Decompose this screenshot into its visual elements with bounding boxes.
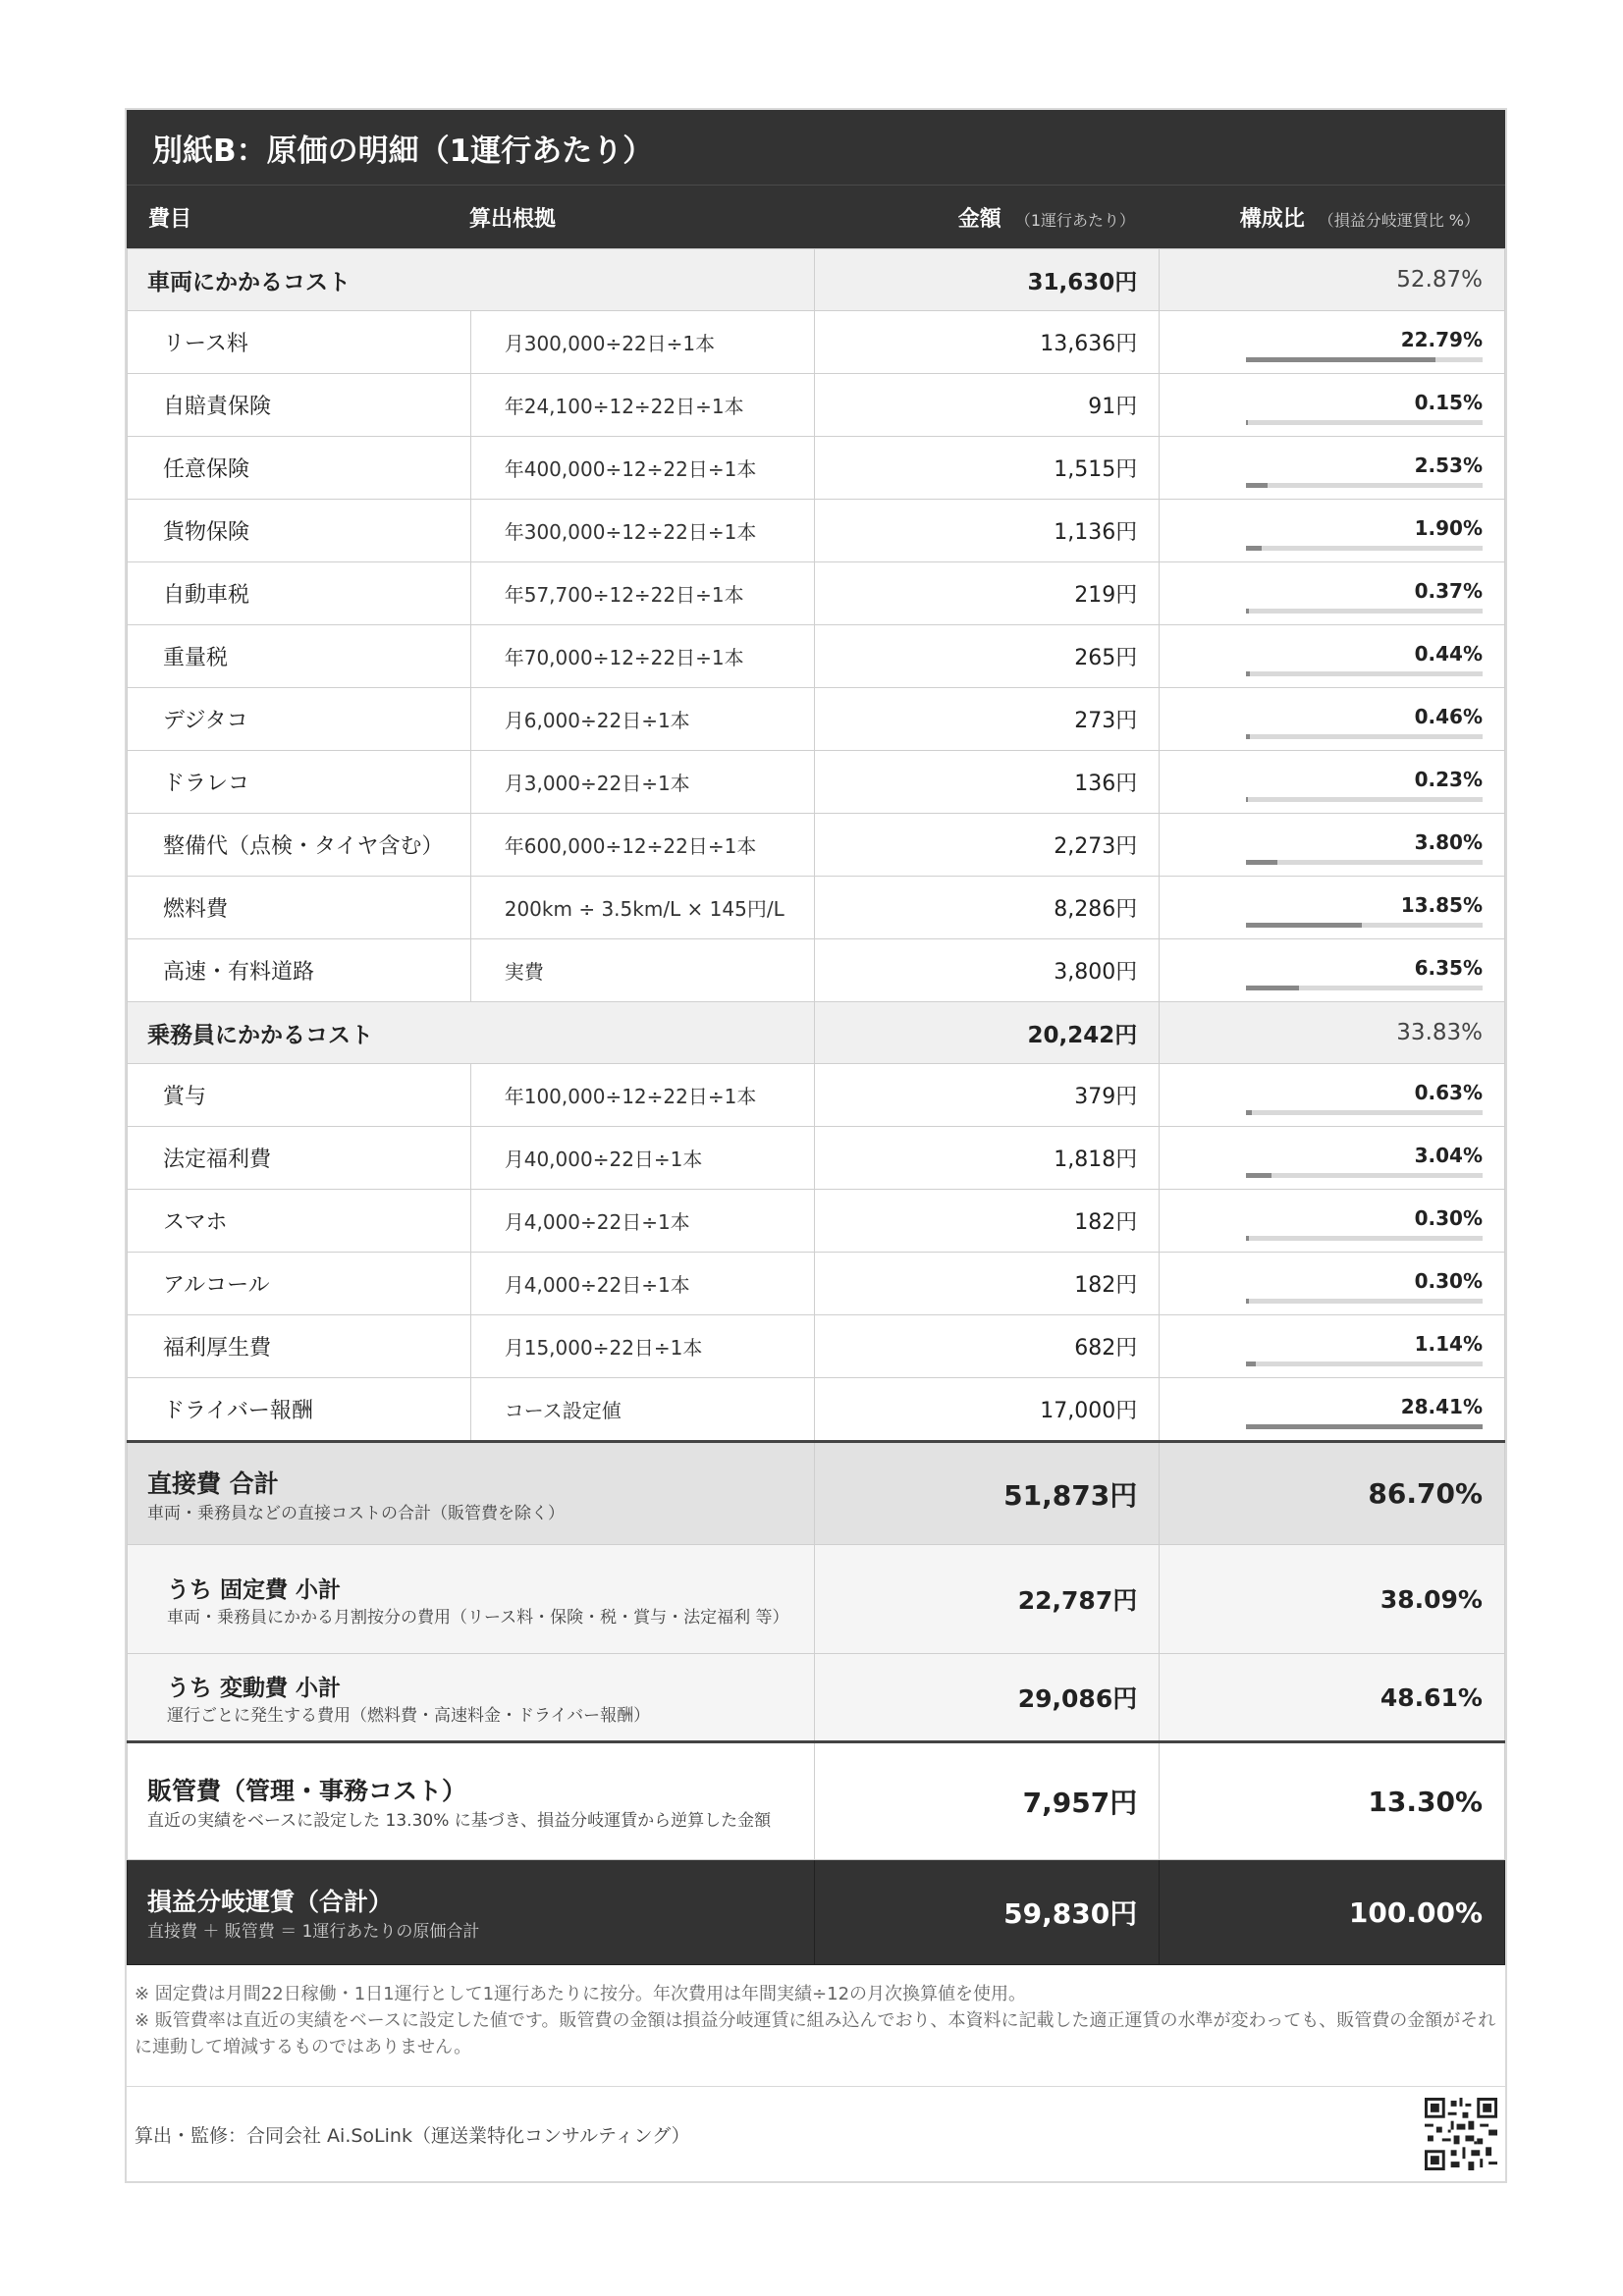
cost-item-ratio-cell: [1160, 500, 1505, 562]
cost-item-name: ドラレコ: [128, 751, 471, 814]
cost-item-row: [128, 1253, 1505, 1315]
ratio-bar-track: [1246, 860, 1483, 865]
ratio-bar-track: [1246, 1424, 1483, 1429]
credit-text: 算出・監修：合同会社 Ai.SoLink（運送業特化コンサルティング）: [135, 2124, 690, 2147]
sga-amount: 7,957円: [815, 1742, 1160, 1860]
ratio-bar-fill: [1246, 1236, 1249, 1241]
cost-item-row: [128, 625, 1505, 688]
cost-item-ratio: 0.37%: [1414, 579, 1483, 603]
table-header: [127, 185, 1505, 248]
category-amount: 31,630円: [815, 249, 1160, 311]
cost-item-ratio-cell: [1160, 814, 1505, 877]
cost-item-ratio-cell: [1160, 374, 1505, 437]
cost-item-ratio: 0.30%: [1414, 1269, 1483, 1293]
cost-item-name: 任意保険: [128, 437, 471, 500]
cost-item-ratio-cell: [1160, 939, 1505, 1002]
cost-item-basis: 年300,000÷12÷22日÷1本: [470, 500, 815, 562]
variable-subtotal-label-cell: [128, 1654, 815, 1742]
cost-item-basis: 月300,000÷22日÷1本: [470, 311, 815, 374]
cost-item-row: [128, 1064, 1505, 1127]
cost-item-amount: 682円: [815, 1315, 1160, 1378]
header-amount: [813, 202, 1157, 233]
cost-item-basis: 月4,000÷22日÷1本: [470, 1190, 815, 1253]
cost-item-amount: 13,636円: [815, 311, 1160, 374]
cost-item-name: 自動車税: [128, 562, 471, 625]
variable-subtotal-row: [128, 1654, 1505, 1742]
variable-subtotal-amount: 29,086円: [815, 1654, 1160, 1742]
grand-total-amount: 59,830円: [815, 1860, 1160, 1965]
cost-item-row: [128, 562, 1505, 625]
sga-ratio: 13.30%: [1160, 1742, 1505, 1860]
footnotes: [127, 1965, 1505, 2087]
ratio-bar-track: [1246, 671, 1483, 676]
direct-total-label: 直接費 合計: [147, 1468, 279, 1498]
cost-item-amount: 219円: [815, 562, 1160, 625]
cost-item-ratio-cell: [1160, 562, 1505, 625]
variable-subtotal-note: 運行ごとに発生する費用（燃料費・高速料金・ドライバー報酬）: [167, 1705, 651, 1726]
cost-item-name: 貨物保険: [128, 500, 471, 562]
direct-total-label-cell: [128, 1442, 815, 1545]
cost-item-ratio-cell: [1160, 751, 1505, 814]
ratio-bar-fill: [1246, 546, 1262, 551]
cost-item-row: [128, 1378, 1505, 1442]
cost-item-ratio-cell: [1160, 1190, 1505, 1253]
ratio-bar-fill: [1246, 671, 1250, 676]
cost-item-name: ドライバー報酬: [128, 1378, 471, 1442]
header-ratio-label: 構成比: [1239, 206, 1305, 232]
footnote: ※ 販管費率は直近の実績をベースに設定した値です。販管費の金額は損益分岐運賃に組み込んでおり、本資料に記載した適正運賃の水準が変わっても、販管費の金額がそれに連動して増減するものではありません。: [135, 2010, 1496, 2057]
fixed-subtotal-ratio: 38.09%: [1160, 1545, 1505, 1654]
cost-item-name: デジタコ: [128, 688, 471, 751]
ratio-bar-fill: [1246, 986, 1299, 990]
cost-breakdown-sheet: [125, 108, 1507, 2183]
cost-item-basis: 月15,000÷22日÷1本: [470, 1315, 815, 1378]
ratio-bar-fill: [1246, 797, 1248, 802]
ratio-bar-track: [1246, 1236, 1483, 1241]
cost-item-basis: 年57,700÷12÷22日÷1本: [470, 562, 815, 625]
category-amount: 20,242円: [815, 1002, 1160, 1064]
grand-total-ratio: 100.00%: [1160, 1860, 1505, 1965]
ratio-bar-track: [1246, 923, 1483, 928]
cost-item-amount: 265円: [815, 625, 1160, 688]
cost-item-name: 法定福利費: [128, 1127, 471, 1190]
direct-total-note: 車両・乗務員などの直接コストの合計（販管費を除く）: [147, 1503, 565, 1523]
category-name: 車両にかかるコスト: [128, 249, 815, 311]
ratio-bar-track: [1246, 1362, 1483, 1366]
cost-item-row: [128, 1315, 1505, 1378]
sga-row: [128, 1742, 1505, 1860]
ratio-bar-fill: [1246, 609, 1249, 614]
category-row: [128, 249, 1505, 311]
cost-item-ratio: 0.15%: [1414, 391, 1483, 414]
header-basis: 算出根拠: [469, 206, 557, 232]
cost-item-ratio-cell: [1160, 311, 1505, 374]
cost-item-amount: 3,800円: [815, 939, 1160, 1002]
cost-item-amount: 182円: [815, 1253, 1160, 1315]
cost-item-ratio-cell: [1160, 1127, 1505, 1190]
cost-item-row: [128, 437, 1505, 500]
cost-item-basis: 月6,000÷22日÷1本: [470, 688, 815, 751]
grand-total-label: 損益分岐運賃（合計）: [147, 1888, 394, 1916]
cost-item-amount: 2,273円: [815, 814, 1160, 877]
ratio-bar-track: [1246, 609, 1483, 614]
fixed-subtotal-amount: 22,787円: [815, 1545, 1160, 1654]
cost-item-ratio-cell: [1160, 1315, 1505, 1378]
ratio-bar-fill: [1246, 860, 1277, 865]
cost-item-row: [128, 374, 1505, 437]
grand-total-row: [128, 1860, 1505, 1965]
cost-item-ratio: 0.46%: [1414, 705, 1483, 728]
ratio-bar-track: [1246, 546, 1483, 551]
cost-item-name: 福利厚生費: [128, 1315, 471, 1378]
fixed-subtotal-label-cell: [128, 1545, 815, 1654]
ratio-bar-fill: [1246, 734, 1250, 739]
cost-item-amount: 8,286円: [815, 877, 1160, 939]
ratio-bar-track: [1246, 483, 1483, 488]
cost-item-ratio-cell: [1160, 688, 1505, 751]
cost-item-basis: 年100,000÷12÷22日÷1本: [470, 1064, 815, 1127]
cost-item-row: [128, 751, 1505, 814]
ratio-bar-track: [1246, 1110, 1483, 1115]
footnote: ※ 固定費は月間22日稼働・1日1運行として1運行あたりに按分。年次費用は年間実績÷12の月次換算値を使用。: [135, 1984, 1027, 2004]
cost-table-body: [128, 249, 1505, 1965]
cost-item-ratio: 28.41%: [1400, 1395, 1483, 1418]
direct-total-row: [128, 1442, 1505, 1545]
cost-item-basis: 月4,000÷22日÷1本: [470, 1253, 815, 1315]
cost-item-name: 賞与: [128, 1064, 471, 1127]
ratio-bar-track: [1246, 797, 1483, 802]
cost-item-ratio: 0.44%: [1414, 642, 1483, 666]
cost-item-ratio: 22.79%: [1400, 328, 1483, 351]
variable-subtotal-ratio: 48.61%: [1160, 1654, 1505, 1742]
cost-item-ratio-cell: [1160, 877, 1505, 939]
ratio-bar-fill: [1246, 1110, 1251, 1115]
cost-item-name: アルコール: [128, 1253, 471, 1315]
cost-item-ratio-cell: [1160, 1378, 1505, 1442]
cost-item-basis: コース設定値: [470, 1378, 815, 1442]
sga-label-cell: [128, 1742, 815, 1860]
cost-item-amount: 17,000円: [815, 1378, 1160, 1442]
cost-item-ratio: 2.53%: [1414, 454, 1483, 477]
ratio-bar-track: [1246, 986, 1483, 990]
qr-code-icon: [1425, 2098, 1497, 2170]
cost-item-amount: 1,515円: [815, 437, 1160, 500]
cost-item-amount: 273円: [815, 688, 1160, 751]
direct-total-amount: 51,873円: [815, 1442, 1160, 1545]
ratio-bar-track: [1246, 357, 1483, 362]
fixed-subtotal-row: [128, 1545, 1505, 1654]
cost-item-name: 自賠責保険: [128, 374, 471, 437]
cost-item-basis: 実費: [470, 939, 815, 1002]
cost-item-amount: 1,818円: [815, 1127, 1160, 1190]
cost-item-ratio: 3.04%: [1414, 1144, 1483, 1167]
ratio-bar-fill: [1246, 1299, 1249, 1304]
category-ratio: 33.83%: [1160, 1002, 1505, 1064]
cost-item-name: 燃料費: [128, 877, 471, 939]
ratio-bar-fill: [1246, 357, 1435, 362]
sga-label: 販管費（管理・事務コスト）: [147, 1777, 467, 1805]
category-row: [128, 1002, 1505, 1064]
page-title: 別紙B：原価の明細（1運行あたり）: [127, 110, 1505, 185]
cost-item-amount: 1,136円: [815, 500, 1160, 562]
cost-item-name: リース料: [128, 311, 471, 374]
cost-item-basis: 年600,000÷12÷22日÷1本: [470, 814, 815, 877]
cost-item-row: [128, 939, 1505, 1002]
ratio-bar-track: [1246, 1173, 1483, 1178]
cost-item-basis: 月40,000÷22日÷1本: [470, 1127, 815, 1190]
footer: [127, 2087, 1505, 2181]
ratio-bar-track: [1246, 1299, 1483, 1304]
cost-item-basis: 年400,000÷12÷22日÷1本: [470, 437, 815, 500]
cost-item-ratio: 0.23%: [1414, 768, 1483, 791]
cost-item-name: 整備代（点検・タイヤ含む）: [128, 814, 471, 877]
cost-item-name: 高速・有料道路: [128, 939, 471, 1002]
cost-item-ratio: 6.35%: [1414, 956, 1483, 980]
variable-subtotal-label: うち 変動費 小計: [167, 1675, 342, 1701]
header-item: 費目: [148, 206, 192, 232]
ratio-bar-fill: [1246, 420, 1248, 425]
cost-table: [127, 248, 1505, 1965]
cost-item-row: [128, 1190, 1505, 1253]
ratio-bar-fill: [1246, 923, 1361, 928]
cost-item-ratio: 0.63%: [1414, 1081, 1483, 1104]
cost-item-basis: 年70,000÷12÷22日÷1本: [470, 625, 815, 688]
cost-item-ratio-cell: [1160, 625, 1505, 688]
ratio-bar-fill: [1246, 483, 1267, 488]
fixed-subtotal-label: うち 固定費 小計: [167, 1576, 342, 1603]
cost-item-ratio: 3.80%: [1414, 830, 1483, 854]
ratio-bar-fill: [1246, 1173, 1271, 1178]
cost-item-ratio: 1.14%: [1414, 1332, 1483, 1356]
cost-item-amount: 182円: [815, 1190, 1160, 1253]
header-ratio: [1157, 202, 1501, 233]
cost-item-ratio-cell: [1160, 1064, 1505, 1127]
cost-item-row: [128, 1127, 1505, 1190]
header-amount-sub: （1運行あたり）: [1014, 210, 1135, 230]
category-ratio: 52.87%: [1160, 249, 1505, 311]
fixed-subtotal-note: 車両・乗務員にかかる月割按分の費用（リース料・保険・税・賞与・法定福利 等）: [167, 1607, 789, 1628]
cost-item-amount: 91円: [815, 374, 1160, 437]
cost-item-basis: 月3,000÷22日÷1本: [470, 751, 815, 814]
cost-item-amount: 379円: [815, 1064, 1160, 1127]
cost-item-row: [128, 500, 1505, 562]
ratio-bar-track: [1246, 734, 1483, 739]
ratio-bar-fill: [1246, 1362, 1256, 1366]
cost-item-basis: 200km ÷ 3.5km/L × 145円/L: [470, 877, 815, 939]
cost-item-row: [128, 311, 1505, 374]
grand-total-label-cell: [128, 1860, 815, 1965]
cost-item-ratio: 1.90%: [1414, 516, 1483, 540]
cost-item-name: スマホ: [128, 1190, 471, 1253]
grand-total-note: 直接費 ＋ 販管費 ＝ 1運行あたりの原価合計: [147, 1922, 480, 1942]
sga-note: 直近の実績をベースに設定した 13.30% に基づき、損益分岐運賃から逆算した金額: [147, 1811, 772, 1831]
header-ratio-sub: （損益分岐運賃比 %）: [1318, 210, 1480, 230]
cost-item-ratio: 13.85%: [1400, 893, 1483, 917]
ratio-bar-track: [1246, 420, 1483, 425]
cost-item-row: [128, 814, 1505, 877]
cost-item-ratio-cell: [1160, 437, 1505, 500]
cost-item-ratio-cell: [1160, 1253, 1505, 1315]
header-amount-label: 金額: [957, 206, 1001, 232]
direct-total-ratio: 86.70%: [1160, 1442, 1505, 1545]
cost-item-ratio: 0.30%: [1414, 1206, 1483, 1230]
cost-item-amount: 136円: [815, 751, 1160, 814]
cost-item-name: 重量税: [128, 625, 471, 688]
cost-item-row: [128, 688, 1505, 751]
category-name: 乗務員にかかるコスト: [128, 1002, 815, 1064]
cost-item-row: [128, 877, 1505, 939]
cost-item-basis: 年24,100÷12÷22日÷1本: [470, 374, 815, 437]
ratio-bar-fill: [1246, 1424, 1483, 1429]
